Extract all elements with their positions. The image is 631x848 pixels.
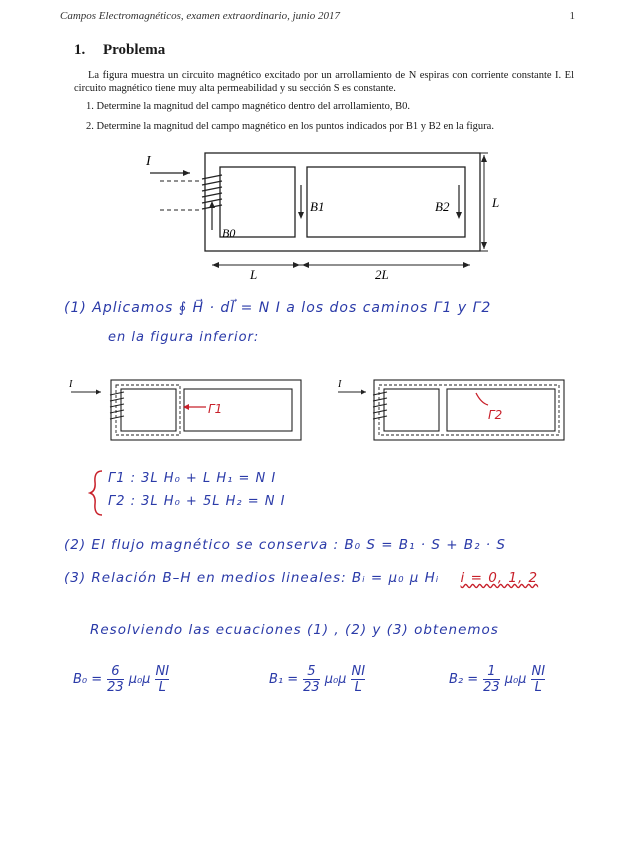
result-b1-num2: NI — [351, 664, 366, 679]
problem-statement: La figura muestra un circuito magnético excitado por un arrollamiento de N espiras con corriente constante I. El circuito magnético tiene muy alta permeabilidad y su sección S es constante. — [74, 70, 574, 94]
result-b1-mid: μ₀μ — [324, 672, 347, 687]
b0-label: B0 — [222, 226, 236, 240]
step3-index: i = 0, 1, 2 — [460, 570, 539, 586]
gamma1-label: Γ1 — [208, 402, 223, 416]
step2-flux: (2) El flujo magnético se conserva : B₀ S = B₁ · S + B₂ · S — [64, 537, 506, 553]
question-1: 1. Determine la magnitud del campo magnético dentro del arrollamiento, B0. — [86, 101, 410, 112]
step3-bh-relation — [64, 570, 538, 586]
path-gamma2-figure — [336, 375, 576, 450]
b1-label: B1 — [310, 199, 325, 214]
gamma1-current-label: I — [69, 379, 73, 390]
result-b0-den: 23 — [107, 680, 124, 695]
result-b2-num2: NI — [531, 664, 546, 679]
magnetic-circuit-figure — [130, 145, 510, 280]
result-b1-lhs: B₁ = — [269, 672, 299, 687]
result-b1-den2: L — [354, 680, 362, 695]
current-label: I — [146, 154, 151, 169]
height-label: L — [492, 195, 500, 210]
step1-line2: en la figura inferior: — [108, 330, 260, 345]
page-header: Campos Electromagnéticos, examen extraordinario, junio 2017 — [60, 10, 340, 22]
result-b2-den: 23 — [483, 680, 500, 695]
result-b0-num2: NI — [155, 664, 170, 679]
result-b0-den2: L — [158, 680, 166, 695]
result-b0-mid: μ₀μ — [128, 672, 151, 687]
step3-text: (3) Relación B–H en medios lineales: Bᵢ = μ₀ μ Hᵢ — [64, 570, 440, 586]
equation-gamma2: Γ2 : 3L H₀ + 5L H₂ = N I — [108, 494, 286, 509]
width-left-label: L — [250, 267, 258, 280]
section-name: Problema — [103, 42, 166, 58]
result-b1-num: 5 — [303, 664, 320, 680]
result-b2-mid: μ₀μ — [504, 672, 527, 687]
b2-label: B2 — [435, 199, 450, 214]
width-right-label: 2L — [375, 267, 389, 280]
solve-statement: Resolviendo las ecuaciones (1) , (2) y (3) obtenemos — [90, 622, 499, 638]
result-b1-den: 23 — [303, 680, 320, 695]
result-b2-den2: L — [534, 680, 542, 695]
question-2: 2. Determine la magnitud del campo magnético en los puntos indicados por B1 y B2 en la figura. — [86, 121, 494, 132]
result-b0-num: 6 — [107, 664, 124, 680]
page-number: 1 — [569, 10, 575, 22]
result-b2-lhs: B₂ = — [449, 672, 479, 687]
gamma2-current-label: I — [338, 379, 342, 390]
result-b0 — [72, 664, 173, 695]
system-brace — [88, 468, 108, 518]
gamma2-label: Γ2 — [488, 408, 503, 422]
result-b0-lhs: B₀ = — [73, 672, 103, 687]
section-number: 1. — [74, 42, 86, 58]
result-b2 — [448, 664, 549, 695]
step1-line1: (1) Aplicamos ∮ H⃗ · dl⃗ = N I a los dos caminos Γ1 y Γ2 — [64, 300, 492, 316]
result-b1 — [268, 664, 369, 695]
section-title — [74, 42, 165, 59]
path-gamma1-figure — [66, 375, 316, 450]
equation-gamma1: Γ1 : 3L H₀ + L H₁ = N I — [108, 471, 277, 486]
result-b2-num: 1 — [483, 664, 500, 680]
